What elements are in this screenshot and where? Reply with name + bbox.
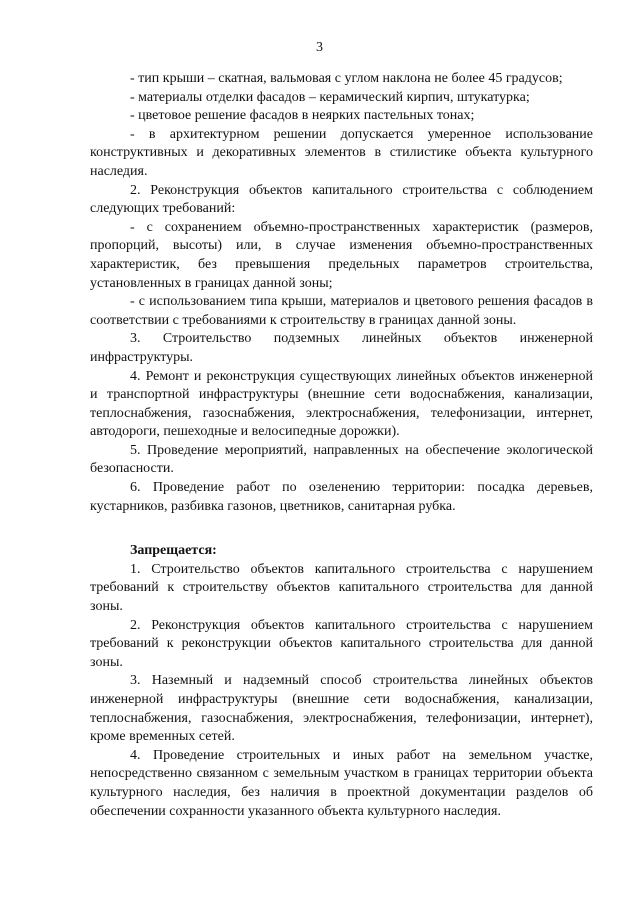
paragraph-item-5: 5. Проведение мероприятий, направленных на обеспечение экологической безопасности.: [90, 442, 593, 477]
paragraph-item-2: 2. Реконструкция объектов капитального строительства с соблюдением следующих требований:: [90, 182, 593, 217]
paragraph-roof-materials: - с использованием типа крыши, материалов и цветового решения фасадов в соответствии с требованиями к строительству в границах данной зоны.: [90, 294, 593, 328]
paragraph-facade-materials: - материалы отделки фасадов – керамический кирпич, штукатурка;: [130, 89, 530, 105]
paragraph-volume-preservation: - с сохранением объемно-пространственных характеристик (размеров, пропорций, высоты) или, в случае изменения объемно-пространственных характеристик, без превышения предельных параметров строительства, установленных в границах данной зоны;: [90, 219, 593, 291]
paragraph-architectural-solution: - в архитектурном решении допускается умеренное использование конструктивных и декоративных элементов в стилистике объекта культурного наследия.: [90, 126, 593, 179]
prohibited-item-2: 2. Реконструкция объектов капитального строительства с нарушением требований к реконструкции объектов капитального строительства для данной зоны.: [90, 617, 593, 670]
document-body: [90, 70, 593, 821]
paragraph-item-3: 3. Строительство подземных линейных объектов инженерной инфраструктуры.: [90, 331, 593, 365]
prohibited-heading: Запрещается:: [130, 543, 217, 559]
prohibited-item-4: 4. Проведение строительных и иных работ на земельном участке, непосредственно связанном с земельным участком в границах территории объекта культурного наследия, без наличия в проектной документации разделов об обеспечении сохранности указанного объекта культурного наследия.: [90, 747, 593, 819]
page-number: 3: [316, 40, 323, 55]
paragraph-item-4: 4. Ремонт и реконструкция существующих линейных объектов инженерной и транспортной инфраструктуры (внешние сети водоснабжения, канализации, теплоснабжения, газоснабжения, электроснабжения, телефонизации, интернет, автодороги, пешеходные и велосипедные дорожки).: [90, 368, 593, 440]
prohibited-item-1: 1. Строительство объектов капитального строительства с нарушением требований к строительству объектов капитального строительства для данной зоны.: [90, 561, 593, 615]
paragraph-roof-type: - тип крыши – скатная, вальмовая с углом наклона не более 45 градусов;: [130, 71, 563, 86]
paragraph-item-6: 6. Проведение работ по озеленению территории: посадка деревьев, кустарников, разбивка газонов, цветников, санитарная рубка.: [90, 480, 593, 514]
paragraph-facade-colors: - цветовое решение фасадов в неярких пастельных тонах;: [130, 108, 475, 124]
prohibited-item-3: 3. Наземный и надземный способ строительства линейных объектов инженерной инфраструктуры (внешние сети водоснабжения, канализации, теплоснабжения, газоснабжения, электроснабжения, телефонизации, интернет), кроме временных сетей.: [90, 673, 593, 745]
